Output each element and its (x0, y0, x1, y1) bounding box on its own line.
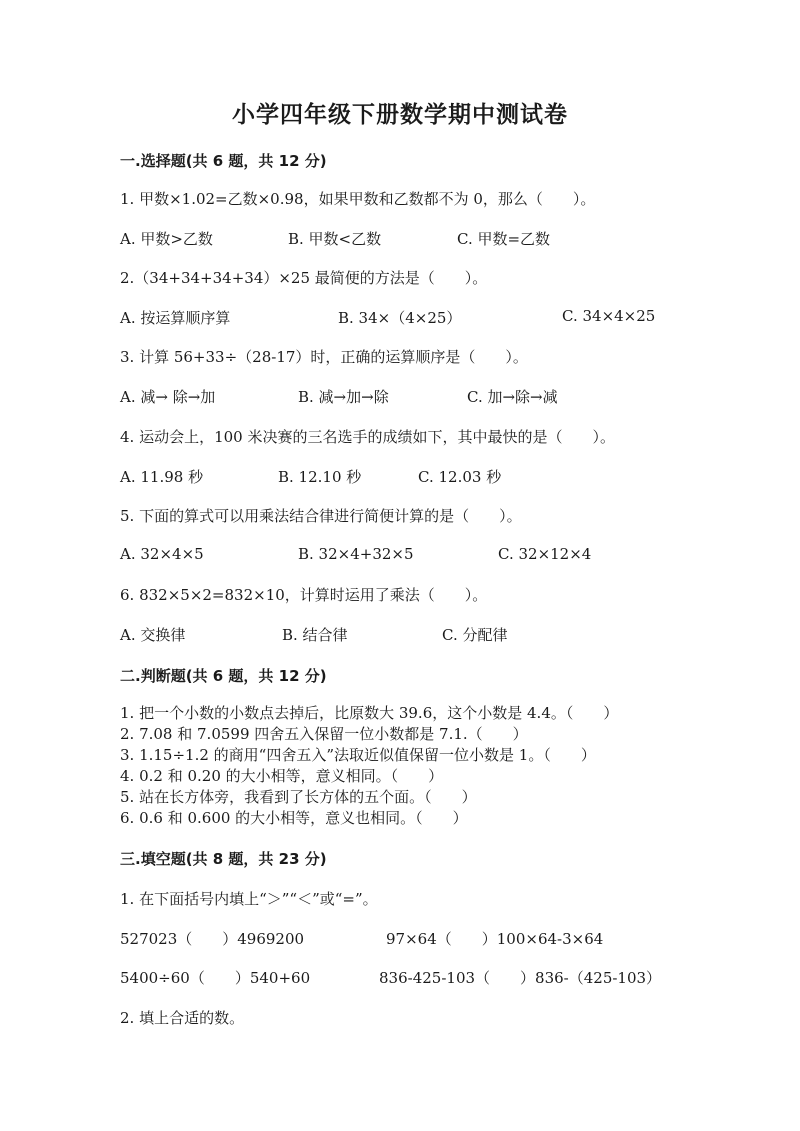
option-a: A. 按运算顺序算 (120, 309, 231, 327)
question-text: 2. 填上合适的数。 (120, 1009, 245, 1027)
option-a: A. 11.98 秒 (120, 468, 204, 486)
question-text: 2.（34+34+34+34）×25 最简便的方法是（ ）。 (120, 269, 488, 287)
question-text: 5. 下面的算式可以用乘法结合律进行简便计算的是（ ）。 (120, 507, 522, 525)
true-false-item: 3. 1.15÷1.2 的商用“四舍五入”法取近似值保留一位小数是 1。（ ） (120, 746, 596, 764)
section-heading-choice: 一.选择题(共 6 题，共 12 分) (120, 152, 327, 170)
question-text: 6. 832×5×2=832×10，计算时运用了乘法（ ）。 (120, 586, 488, 604)
comparison-row (120, 967, 680, 989)
option-a: A. 甲数>乙数 (120, 230, 213, 248)
comparison-item: 97×64（ ）100×64-3×64 (386, 930, 604, 948)
options-row (120, 624, 680, 646)
comparison-row (120, 928, 680, 950)
options-row (120, 466, 680, 488)
comparison-item: 836-425-103（ ）836-（425-103） (379, 969, 662, 987)
options-row (120, 228, 680, 250)
option-a: A. 减→ 除→加 (120, 388, 216, 406)
option-b: B. 12.10 秒 (278, 468, 362, 486)
question-text: 3. 计算 56+33÷（28-17）时，正确的运算顺序是（ ）。 (120, 348, 528, 366)
options-row (120, 386, 680, 408)
question-text: 1. 甲数×1.02=乙数×0.98，如果甲数和乙数都不为 0，那么（ ）。 (120, 190, 596, 208)
true-false-item: 1. 把一个小数的小数点去掉后，比原数大 39.6，这个小数是 4.4。（ ） (120, 704, 619, 722)
comparison-item: 527023（ ）4969200 (120, 930, 305, 948)
question-text: 4. 运动会上，100 米决赛的三名选手的成绩如下，其中最快的是（ ）。 (120, 428, 615, 446)
true-false-item: 6. 0.6 和 0.600 的大小相等，意义也相同。（ ） (120, 809, 468, 827)
question-text: 1. 在下面括号内填上“＞”“＜”或“=”。 (120, 890, 378, 908)
option-c: C. 34×4×25 (562, 307, 656, 325)
true-false-item: 5. 站在长方体旁，我看到了长方体的五个面。（ ） (120, 788, 477, 806)
option-c: C. 32×12×4 (498, 545, 592, 563)
option-a: A. 交换律 (120, 626, 186, 644)
section-heading-fill-in: 三.填空题(共 8 题，共 23 分) (120, 850, 327, 868)
option-a: A. 32×4×5 (120, 545, 204, 563)
option-c: C. 甲数=乙数 (457, 230, 551, 248)
page-title: 小学四年级下册数学期中测试卷 (232, 101, 568, 128)
option-b: B. 减→加→除 (298, 388, 389, 406)
option-b: B. 甲数<乙数 (288, 230, 382, 248)
option-c: C. 分配律 (442, 626, 508, 644)
option-c: C. 加→除→减 (467, 388, 558, 406)
options-row (120, 545, 680, 567)
comparison-item: 5400÷60（ ）540+60 (120, 969, 311, 987)
option-b: B. 34×（4×25） (338, 309, 462, 327)
true-false-item: 2. 7.08 和 7.0599 四舍五入保留一位小数都是 7.1.（ ） (120, 725, 528, 743)
option-b: B. 32×4+32×5 (298, 545, 414, 563)
section-heading-true-false: 二.判断题(共 6 题，共 12 分) (120, 667, 327, 685)
true-false-item: 4. 0.2 和 0.20 的大小相等，意义相同。（ ） (120, 767, 444, 785)
options-row (120, 307, 680, 329)
option-b: B. 结合律 (282, 626, 348, 644)
option-c: C. 12.03 秒 (418, 468, 502, 486)
